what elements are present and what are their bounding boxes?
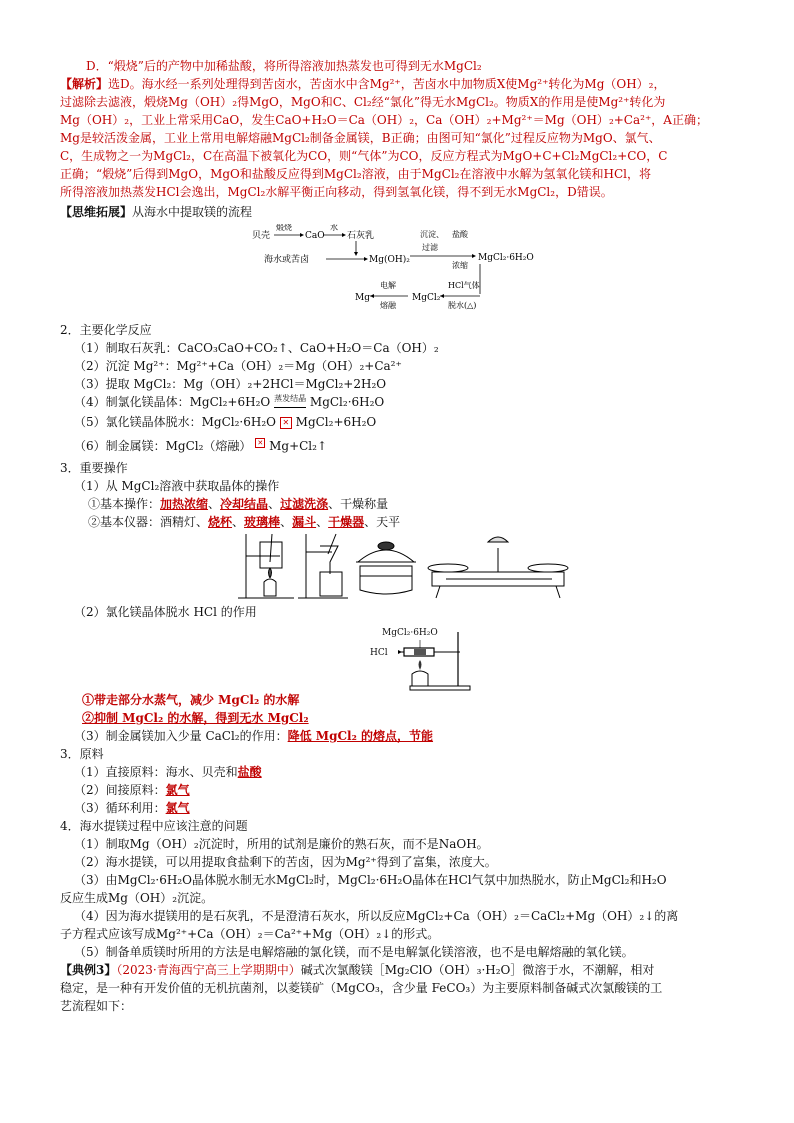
flow-tuoshui: 脱水(△) — [448, 301, 477, 310]
example-text-1: 碱式次氯酸镁［Mg₂ClO（OH）₃·H₂O］微溶于水，不潮解，相对 — [300, 963, 655, 977]
answer-lengque: 冷却结晶 — [220, 497, 269, 511]
material-3 — [74, 800, 774, 816]
section-4-title: 4．海水提镁过程中应该注意的问题 — [60, 819, 248, 833]
example-tag: 【典例3】 — [60, 963, 117, 977]
material-3-text: （3）循环利用： — [74, 801, 166, 815]
answer-jiare: 加热浓缩 — [160, 497, 209, 511]
operation-3-question: （3）制金属镁加入少量 CaCl₂的作用： — [74, 729, 288, 743]
section-2-title: 2．主要化学反应 — [60, 323, 152, 337]
example-3-line-2: 稳定，是一种有开发价值的无机抗菌剂，以菱镁矿（MgCO₃，含少量 FeCO₃）为主要原料制备碱式次氯酸镁的工 — [60, 981, 663, 995]
tuozhan-tag: 【思维拓展】 — [60, 205, 133, 219]
jiexi-line-1 — [60, 76, 760, 92]
operation-2: （2）氯化镁晶体脱水 HCl 的作用 — [74, 605, 257, 619]
hcl-role-1: ①带走部分水蒸气，减少 MgCl₂ 的水解 — [82, 693, 300, 707]
material-3-answer: 氯气 — [165, 801, 190, 815]
jiexi-line-2: 过滤除去滤液，煅烧Mg（OH）₂得MgO，MgO和C、Cl₂经“氯化”得无水MgCl₂。物质X的作用是使Mg²⁺转化为 — [60, 95, 666, 109]
example-source: （2023·青海西宁高三上学期期中） — [116, 963, 301, 977]
reaction-6 — [74, 438, 774, 454]
flow-yansuan: 盐酸 — [452, 230, 468, 239]
flow-mgcl2: MgCl₂ — [412, 293, 441, 303]
example-3-line-1 — [60, 962, 760, 978]
jiexi-tag: 【解析】 — [60, 77, 109, 91]
answer-loudou: 漏斗 — [292, 515, 317, 529]
arrow-3-head — [354, 252, 358, 256]
broken-image-icon: ✕ — [255, 438, 265, 448]
material-2-answer: 氯气 — [165, 783, 190, 797]
tuozhan-line — [60, 204, 760, 220]
flow-ronrong: 熔融 — [380, 301, 396, 310]
note-4a: （4）因为海水提镁用的是石灰乳，不是澄清石灰水，所以反应MgCl₂+Ca（OH）₂＝CaCl₂+Mg（OH）₂↓的离 — [74, 909, 679, 923]
hcl-role-2-text: ②抑制 MgCl₂ 的水解，得到无水 MgCl₂ — [82, 711, 309, 725]
flow-shihuiru: 石灰乳 — [347, 231, 375, 241]
note-3b: 反应生成Mg（OH）₂沉淀。 — [60, 891, 214, 905]
balance-illustration — [428, 537, 568, 598]
operation-3-answer: 降低 MgCl₂ 的熔点，节能 — [287, 729, 434, 743]
basic-ops-label: ①基本操作： — [88, 497, 161, 511]
flow-cao: CaO — [305, 231, 325, 241]
reaction-6-lhs: （6）制金属镁：MgCl₂（熔融） — [74, 439, 252, 453]
flow-beike: 贝壳 — [252, 231, 271, 241]
note-5: （5）制备单质镁时所用的方法是电解熔融的氯化镁，而不是电解氯化镁溶液，也不是电解熔融的氧化镁。 — [74, 945, 634, 959]
reaction-4-rhs: MgCl₂·6H₂O — [309, 395, 385, 409]
operation-1-basic-ops: ①基本操作：加热浓缩、冷却结晶、过滤洗涤、干燥称量 — [88, 497, 389, 511]
arrow-2-head — [342, 233, 346, 237]
reaction-3: （3）提取 MgCl₂：Mg（OH）₂+2HCl＝MgCl₂+2H₂O — [74, 377, 387, 391]
material-1-text: （1）直接原料：海水、贝壳和 — [74, 765, 238, 779]
flow-dianjie: 电解 — [380, 281, 396, 290]
arrow-4-head — [364, 257, 368, 261]
evaporation-setup-illustration — [238, 534, 294, 598]
operation-1: （1）从 MgCl₂溶液中获取晶体的操作 — [74, 479, 280, 493]
reaction-5-rhs: MgCl₂+6H₂O — [295, 415, 377, 429]
jiexi-line-6: 正确；“煅烧”后得到MgO，MgO和盐酸反应得到MgCl₂溶液，由于MgCl₂在溶液中水解为氢氧化镁和HCl，将 — [60, 167, 651, 181]
answer-ganzaoqi: 干燥器 — [328, 515, 365, 529]
flow-mg: Mg — [355, 293, 370, 303]
flow-mgoh2: Mg(OH)₂ — [369, 255, 410, 265]
section-3b-title: 3．原料 — [60, 747, 104, 761]
material-2-text: （2）间接原料： — [74, 783, 166, 797]
fig-label-mgcl2: MgCl₂·6H₂O — [382, 628, 438, 638]
note-4b: 子方程式应该写成Mg²⁺+Ca（OH）₂＝Ca²⁺+Mg（OH）₂↓的形式。 — [60, 927, 440, 941]
note-3a: （3）由MgCl₂·6H₂O晶体脱水制无水MgCl₂时，MgCl₂·6H₂O晶体在HCl气氛中加热脱水，防止MgCl₂和H₂O — [74, 873, 667, 887]
reaction-4-lhs: （4）制氯化镁晶体：MgCl₂+6H₂O — [74, 395, 271, 409]
reaction-4-condition: 蒸发结晶 — [274, 391, 306, 408]
note-1: （1）制取Mg（OH）₂沉淀时，所用的试剂是廉价的熟石灰，而不是NaOH。 — [74, 837, 489, 851]
broken-image-icon: ✕ — [280, 417, 292, 429]
instruments-tail: 、天平 — [364, 515, 401, 529]
flow-mgcl2-6h2o: MgCl₂·6H₂O — [478, 253, 534, 263]
operation-3 — [74, 728, 774, 744]
material-1 — [74, 764, 774, 780]
answer-guolv: 过滤洗涤 — [280, 497, 329, 511]
lab-apparatus-figures — [236, 532, 576, 602]
reaction-2: （2）沉淀 Mg²⁺：Mg²⁺+Ca（OH）₂＝Mg（OH）₂+Ca²⁺ — [74, 359, 402, 373]
basic-ops-tail: 、干燥称量 — [328, 497, 389, 511]
operation-1-instruments: ②基本仪器：酒精灯、烧杯、玻璃棒、漏斗、干燥器、天平 — [88, 515, 401, 529]
flow-guolv: 过滤 — [422, 243, 438, 252]
flow-shui: 水 — [330, 224, 338, 232]
jiexi-text-1: 选D。海水经一系列处理得到苦卤水，苦卤水中含Mg²⁺，苦卤水中加物质X使Mg²⁺转化为Mg（OH）₂， — [108, 77, 666, 91]
material-1-answer: 盐酸 — [237, 765, 262, 779]
jiexi-line-5: C，生成物之一为MgCl₂，C在高温下被氧化为CO，则“气体”为CO，反应方程式为MgO+C+Cl₂MgCl₂+CO，C — [60, 149, 668, 163]
jiexi-line-7: 所得溶液加热蒸发HCl会逸出，MgCl₂水解平衡正向移动，得到氢氧化镁，得不到无水MgCl₂，D错误。 — [60, 185, 613, 199]
desiccator-illustration — [356, 542, 416, 594]
option-d: D．“煅烧”后的产物中加稀盐酸，将所得溶液加热蒸发也可得到无水MgCl₂ — [86, 59, 482, 73]
flow-nongsuo: 浓缩 — [452, 261, 468, 270]
hcl-dehydration-apparatus — [380, 628, 500, 694]
note-2: （2）海水提镁，可以用提取食盐剩下的苦卤，因为Mg²⁺得到了富集，浓度大。 — [74, 855, 497, 869]
flow-chendian: 沉淀、 — [420, 230, 444, 239]
section-3-title: 3．重要操作 — [60, 461, 128, 475]
tuozhan-text: 从海水中提取镁的流程 — [132, 205, 253, 219]
flow-haishui: 海水或苦卤 — [264, 255, 310, 265]
flow-duanshao: 煅烧 — [276, 224, 292, 232]
arrow-5-head — [472, 254, 476, 258]
mg-extraction-flow-diagram — [250, 224, 550, 314]
answer-bolibang: 玻璃棒 — [244, 515, 281, 529]
reaction-5-lhs: （5）氯化镁晶体脱水：MgCl₂·6H₂O — [74, 415, 276, 429]
reaction-6-rhs: Mg+Cl₂↑ — [269, 439, 328, 453]
reaction-5 — [74, 414, 774, 430]
arrow-8-head — [440, 294, 444, 298]
example-3-line-3: 艺流程如下： — [60, 999, 133, 1013]
flow-hcl-gas: HCl气体 — [448, 281, 480, 290]
jiexi-line-4: Mg是较活泼金属，工业上常用电解熔融MgCl₂制备金属镁，B正确；由图可知“氯化”过程反应物为MgO、氯气、 — [60, 131, 661, 145]
hcl-dehydration-figure — [370, 628, 500, 694]
hcl-role-2 — [82, 710, 782, 726]
filtration-setup-illustration — [298, 534, 348, 598]
answer-shaobei: 烧杯 — [208, 515, 233, 529]
jiexi-line-3: Mg（OH）₂，工业上常采用CaO，发生CaO+H₂O＝Ca（OH）₂，Ca（OH）₂+Mg²⁺＝Mg（OH）₂+Ca²⁺，A正确； — [60, 113, 708, 127]
material-2 — [74, 782, 774, 798]
reaction-4 — [74, 394, 774, 413]
instruments-label: ②基本仪器：酒精灯、 — [88, 515, 209, 529]
arrow-1-head — [300, 233, 304, 237]
fig-label-hcl: HCl — [370, 648, 388, 658]
arrow-7-head — [370, 294, 374, 298]
reaction-1: （1）制取石灰乳：CaCO₃CaO+CO₂↑、CaO+H₂O＝Ca（OH）₂ — [74, 341, 439, 355]
